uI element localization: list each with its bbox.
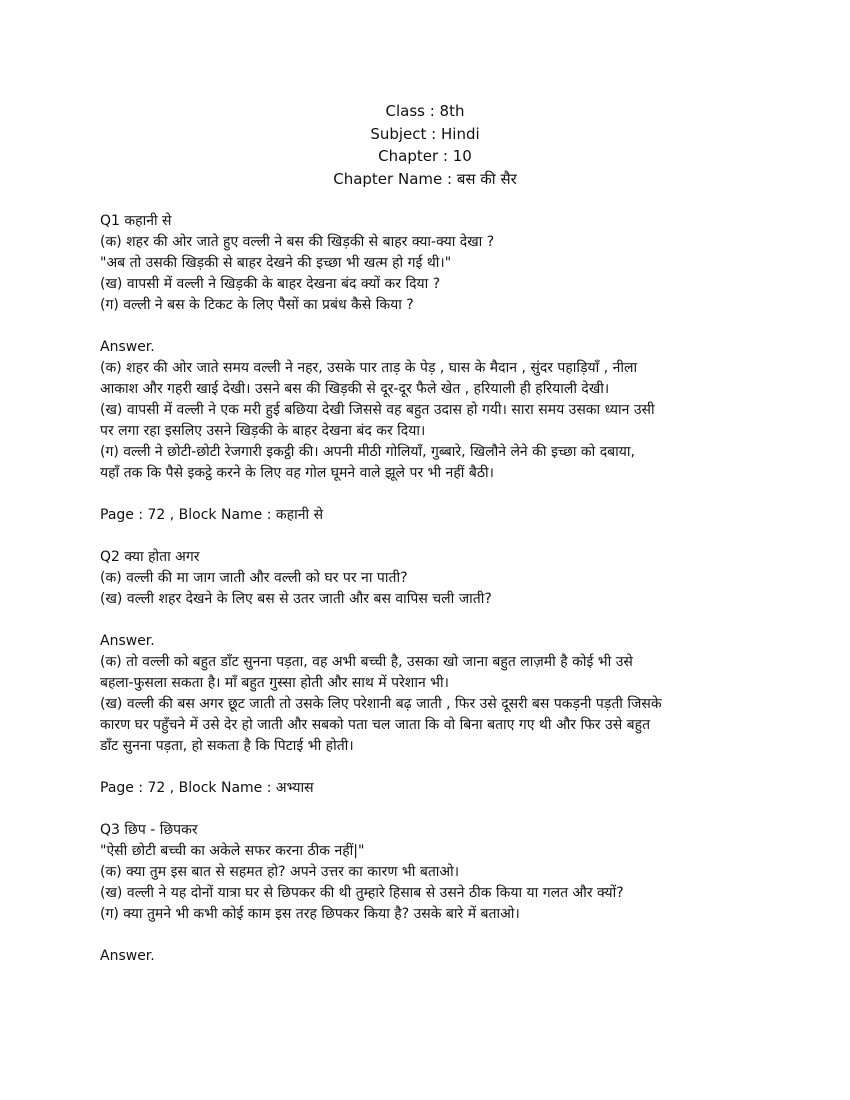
answer-line: (क) तो वल्ली को बहुत डाँट सुनना पड़ता, वह अभी बच्ची है, उसका खो जाना बहुत लाज़मी है कोई भी उसे — [100, 654, 633, 670]
question-line: (ग) वल्ली ने बस के टिकट के लिए पैसों का प्रबंध कैसे किया ? — [100, 297, 414, 313]
answer-line: (ख) वल्ली की बस अगर छूट जाती तो उसके लिए परेशानी बढ़ जाती , फिर उसे दूसरी बस पकड़नी पड़ती जिसके — [100, 696, 662, 712]
question-title: Q2 क्या होता अगर — [100, 549, 200, 565]
spacer — [100, 925, 770, 946]
question-line: (क) क्या तुम इस बात से सहमत हो? अपने उत्तर का कारण भी बताओ। — [100, 864, 460, 880]
question-line: "अब तो उसकी खिड़की से बाहर देखने की इच्छा भी खत्म हो गई थी।" — [100, 255, 452, 271]
document-header — [0, 100, 850, 190]
answer-line: बहला-फुसला सकता है। माँ बहुत गुस्सा होती और साथ में परेशान भी। — [100, 675, 449, 691]
answer-line: आकाश और गहरी खाई देखी। उसने बस की खिड़की से दूर-दूर फैले खेत , हरियाली ही हरियाली देखी। — [100, 381, 610, 397]
answer-label: Answer. — [100, 633, 155, 649]
answer-line: डाँट सुनना पड़ता, हो सकता है कि पिटाई भी होती। — [100, 738, 354, 754]
answer-label: Answer. — [100, 948, 155, 964]
answer-line: (ख) वापसी में वल्ली ने एक मरी हुई बछिया देखी जिससे वह बहुत उदास हो गयी। सारा समय उसका ध्यान उसी — [100, 402, 655, 418]
question-line: (ग) क्या तुमने भी कभी कोई काम इस तरह छिपकर किया है? उसके बारे में बताओ। — [100, 906, 520, 922]
spacer — [100, 757, 770, 778]
answer-line: (ग) वल्ली ने छोटी-छोटी रेजगारी इकट्ठी की। अपनी मीठी गोलियाँ, गुब्बारे, खिलौने लेने की इच्छा को दबाया, — [100, 444, 635, 460]
answer-label: Answer. — [100, 339, 155, 355]
class-line: Class : 8th — [385, 102, 465, 120]
question-title: Q1 कहानी से — [100, 213, 172, 229]
answer-line: यहाँ तक कि पैसे इकट्ठे करने के लिए वह गोल घूमने वाले झूले पर भी नहीं बैठी। — [100, 465, 494, 481]
spacer — [100, 316, 770, 337]
spacer — [100, 484, 770, 505]
question-line: (ख) वल्ली ने यह दोनों यात्रा घर से छिपकर की थी तुम्हारे हिसाब से उसने ठीक किया या गलत और क्यों? — [100, 885, 624, 901]
chapter-name-line: Chapter Name : बस की सैर — [333, 169, 517, 188]
question-line: (ख) वल्ली शहर देखने के लिए बस से उतर जाती और बस वापिस चली जाती? — [100, 591, 492, 607]
spacer — [100, 526, 770, 547]
page-info: Page : 72 , Block Name : कहानी से — [100, 507, 324, 523]
question-line: (ख) वापसी में वल्ली ने खिड़की के बाहर देखना बंद क्यों कर दिया ? — [100, 276, 441, 292]
question-line: (क) वल्ली की मा जाग जाती और वल्ली को घर पर ना पाती? — [100, 570, 408, 586]
spacer — [100, 610, 770, 631]
document-body — [100, 211, 770, 967]
answer-line: (क) शहर की ओर जाते समय वल्ली ने नहर, उसके पार ताड़ के पेड़ , घास के मैदान , सुंदर पहाड़ियाँ , नीला — [100, 360, 638, 376]
subject-line: Subject : Hindi — [370, 124, 480, 143]
question-title: Q3 छिप - छिपकर — [100, 822, 198, 838]
spacer — [100, 799, 770, 820]
question-line: "ऐसी छोटी बच्ची का अकेले सफर करना ठीक नहीं|" — [100, 843, 365, 859]
page-info: Page : 72 , Block Name : अभ्यास — [100, 780, 314, 796]
chapter-line: Chapter : 10 — [378, 147, 472, 165]
question-line: (क) शहर की ओर जाते हुए वल्ली ने बस की खिड़की से बाहर क्या-क्या देखा ? — [100, 234, 495, 250]
answer-line: कारण घर पहुँचने में उसे देर हो जाती और सबको पता चल जाता कि वो बिना बताए गए थी और फिर उसे बहुत — [100, 717, 651, 733]
answer-line: पर लगा रहा इसलिए उसने खिड़की के बाहर देखना बंद कर दिया। — [100, 423, 426, 439]
